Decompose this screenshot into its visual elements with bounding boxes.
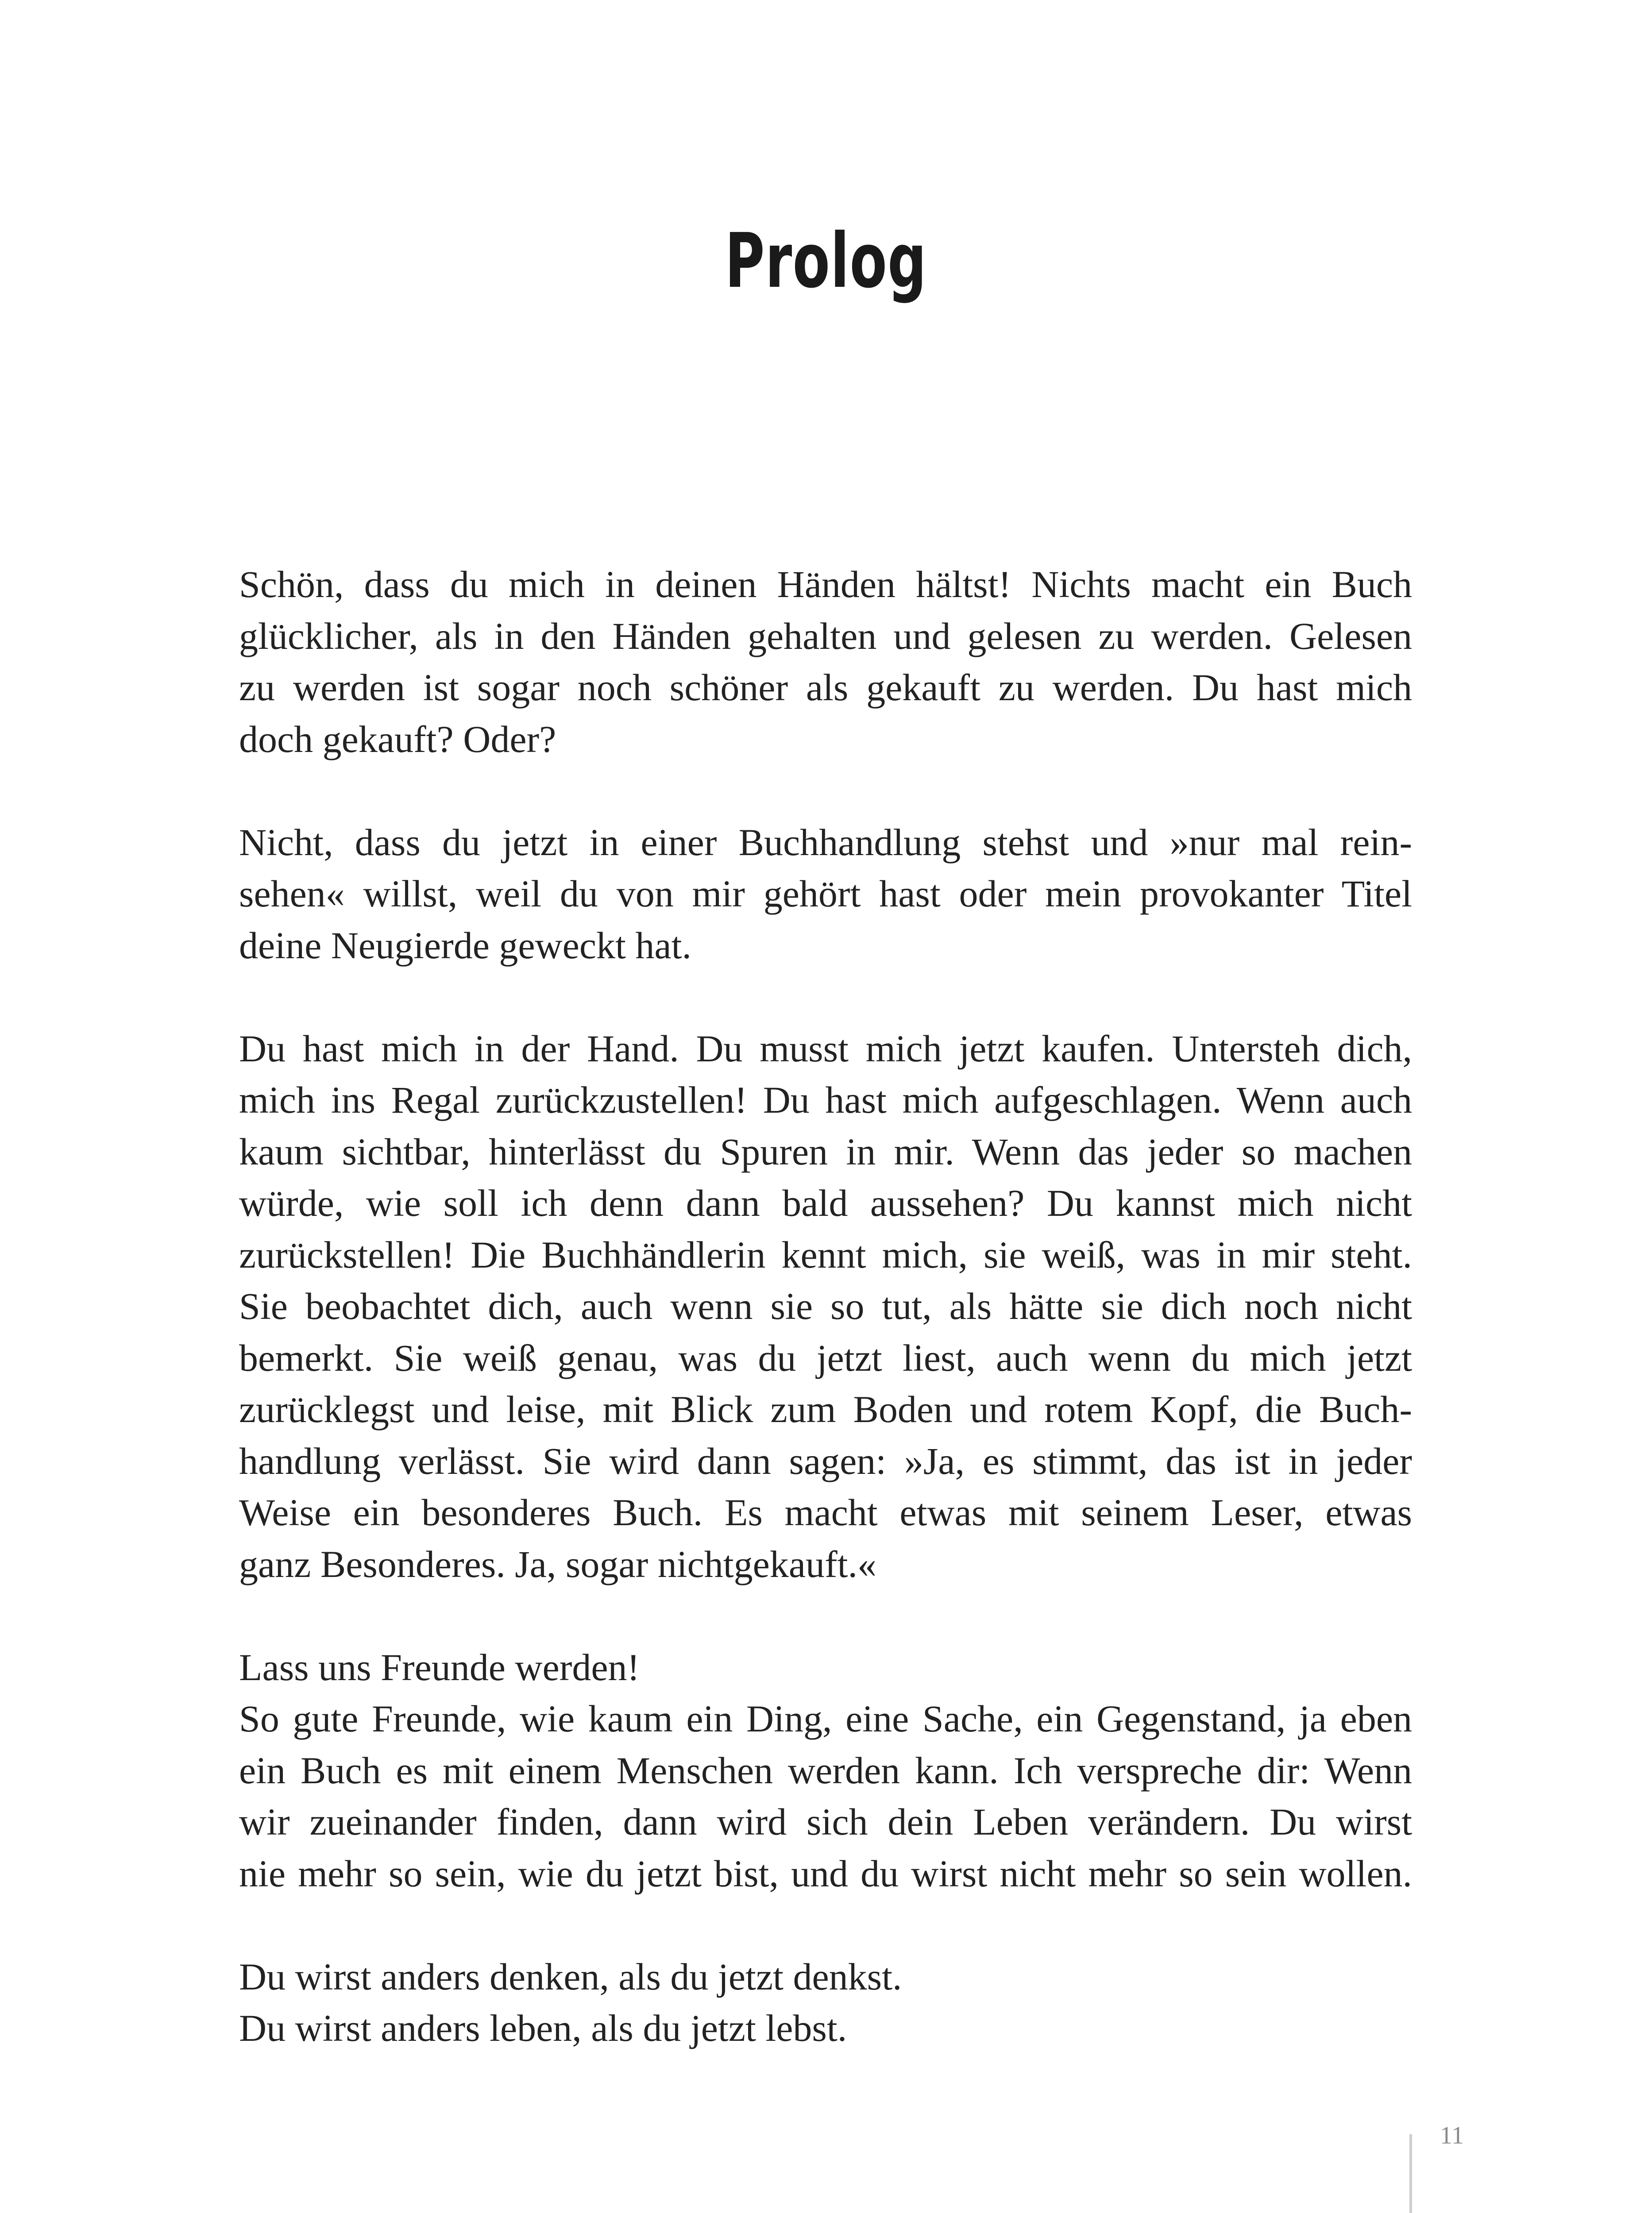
text-line: Du hast mich in der Hand. Du musst mich jetzt kaufen. Untersteh dich, bbox=[239, 1027, 1412, 1070]
paragraph bbox=[239, 559, 1412, 765]
text-line: ganz Besonderes. Ja, sogar nichtgekauft.« bbox=[239, 1542, 877, 1585]
text-line: sehen« willst, weil du von mir gehört hast oder mein provokanter Titel bbox=[239, 872, 1412, 915]
paragraph bbox=[239, 817, 1412, 972]
text-line: Du wirst anders leben, als du jetzt lebst. bbox=[239, 2007, 847, 2049]
text-line: doch gekauft? Oder? bbox=[239, 717, 556, 760]
text-line: zu werden ist sogar noch schöner als gekauft zu werden. Du hast mich bbox=[239, 666, 1412, 709]
text-line: Schön, dass du mich in deinen Händen hältst! Nichts macht ein Buch bbox=[239, 563, 1412, 605]
text-line: So gute Freunde, wie kaum ein Ding, eine Sache, ein Gegenstand, ja eben bbox=[239, 1697, 1412, 1740]
text-line: wir zueinander finden, dann wird sich dein Leben verändern. Du wirst bbox=[239, 1800, 1412, 1843]
text-line: Sie beobachtet dich, auch wenn sie so tut, als hätte sie dich noch nicht bbox=[239, 1285, 1412, 1327]
text-line: Du wirst anders denken, als du jetzt denkst. bbox=[239, 1955, 902, 1998]
text-line: Lass uns Freunde werden! bbox=[239, 1646, 640, 1689]
text-line: Weise ein besonderes Buch. Es macht etwas mit seinem Leser, etwas bbox=[239, 1491, 1412, 1534]
text-line: würde, wie soll ich denn dann bald aussehen? Du kannst mich nicht bbox=[239, 1182, 1412, 1224]
text-line: bemerkt. Sie weiß genau, was du jetzt liest, auch wenn du mich jetzt bbox=[239, 1336, 1412, 1379]
paragraph bbox=[239, 1642, 1412, 1900]
text-line: handlung verlässt. Sie wird dann sagen: »Ja, es stimmt, das ist in jeder bbox=[239, 1439, 1412, 1482]
paragraph bbox=[239, 1023, 1412, 1590]
text-line: mich ins Regal zurückzustellen! Du hast mich aufgeschlagen. Wenn auch bbox=[239, 1079, 1412, 1121]
text-line: nie mehr so sein, wie du jetzt bist, und du wirst nicht mehr so sein wollen. bbox=[239, 1852, 1412, 1895]
text-line: glücklicher, als in den Händen gehalten und gelesen zu werden. Gelesen bbox=[239, 614, 1412, 657]
text-line: zurücklegst und leise, mit Blick zum Boden und rotem Kopf, die Buch- bbox=[239, 1388, 1412, 1430]
text-line: Nicht, dass du jetzt in einer Buchhandlung stehst und »nur mal rein- bbox=[239, 821, 1412, 864]
page-margin-rule bbox=[1409, 2134, 1412, 2213]
text-line: deine Neugierde geweckt hat. bbox=[239, 924, 691, 967]
text-line: ein Buch es mit einem Menschen werden kann. Ich verspreche dir: Wenn bbox=[239, 1749, 1412, 1792]
text-line: zurückstellen! Die Buchhändlerin kennt mich, sie weiß, was in mir steht. bbox=[239, 1233, 1412, 1276]
text-line: kaum sichtbar, hinterlässt du Spuren in mir. Wenn das jeder so machen bbox=[239, 1130, 1412, 1173]
body-text bbox=[239, 559, 1412, 2054]
paragraph bbox=[239, 1951, 1412, 2054]
page-number: 11 bbox=[1440, 2122, 1464, 2149]
page-title: Prolog bbox=[725, 217, 927, 305]
